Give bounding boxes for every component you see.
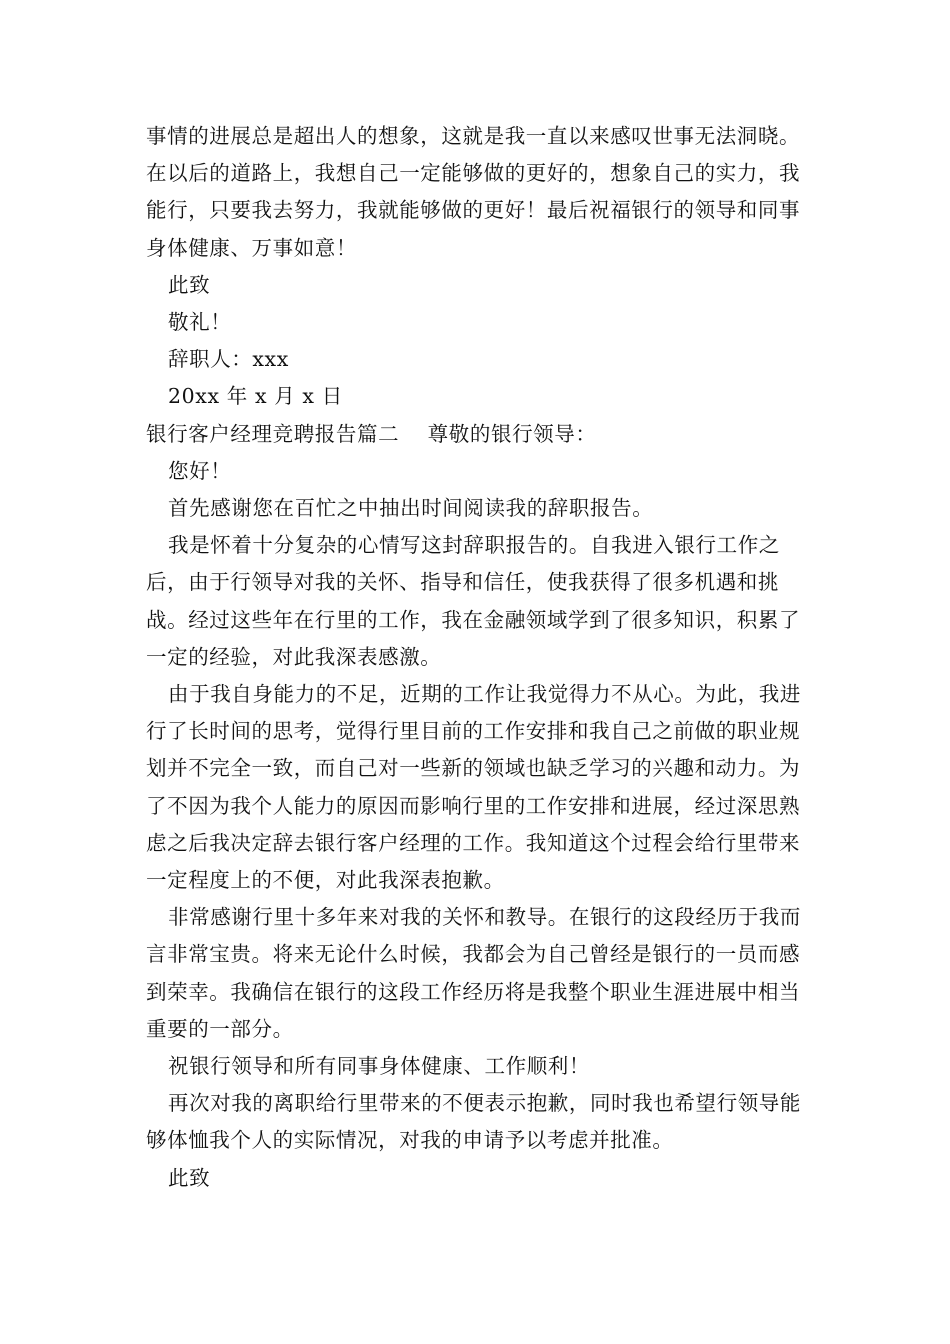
- paragraph-thanks: 首先感谢您在百忙之中抽出时间阅读我的辞职报告。: [168, 496, 654, 521]
- paragraph-apology: 再次对我的离职给行里带来的不便表示抱歉，同时我也希望行领导能够体恤我个人的实际情况，对我的申请予以考虑并批准。: [146, 1091, 801, 1153]
- paragraph-greeting: 您好！: [168, 458, 232, 483]
- paragraph-salutation-final: 此致: [168, 1165, 211, 1190]
- paragraph-wishes: 祝银行领导和所有同事身体健康、工作顺利！: [168, 1054, 590, 1079]
- document-body: [146, 118, 816, 1197]
- paragraph-body-1: 我是怀着十分复杂的心情写这封辞职报告的。自我进入银行工作之后，由于行领导对我的关怀、指导和信任，使我获得了很多机遇和挑战。经过这些年在行里的工作，我在金融领域学到了很多知识，积累了一定的经验，对此我深表感激。: [146, 533, 801, 669]
- paragraph-salutation-jingli: 敬礼！: [168, 310, 232, 335]
- paragraph-signature: 辞职人：xxx: [168, 347, 289, 372]
- paragraph-body-2: 由于我自身能力的不足，近期的工作让我觉得力不从心。为此，我进行了长时间的思考，觉得行里目前的工作安排和我自己之前做的职业规划并不完全一致，而自己对一些新的领域也缺乏学习的兴趣和动力。为了不因为我个人能力的原因而影响行里的工作安排和进展，经过深思熟虑之后我决定辞去银行客户经理的工作。我知道这个过程会给行里带来一定程度上的不便，对此我深表抱歉。: [146, 682, 801, 893]
- paragraph-section-heading: 银行客户经理竞聘报告篇二 尊敬的银行领导：: [146, 421, 597, 446]
- paragraph-body-3: 非常感谢行里十多年来对我的关怀和教导。在银行的这段经历于我而言非常宝贵。将来无论什么时候，我都会为自己曾经是银行的一员而感到荣幸。我确信在银行的这段工作经历将是我整个职业生涯进展中相当重要的一部分。: [146, 905, 801, 1041]
- paragraph-date: 20xx 年 x 月 x 日: [168, 384, 343, 409]
- paragraph-closing-wishes: 事情的进展总是超出人的想象，这就是我一直以来感叹世事无法洞晓。在以后的道路上，我想自己一定能够做的更好的，想象自己的实力，我能行，只要我去努力，我就能够做的更好！最后祝福银行的领导和同事身体健康、万事如意！: [146, 124, 801, 260]
- paragraph-salutation-cizhi: 此致: [168, 272, 211, 297]
